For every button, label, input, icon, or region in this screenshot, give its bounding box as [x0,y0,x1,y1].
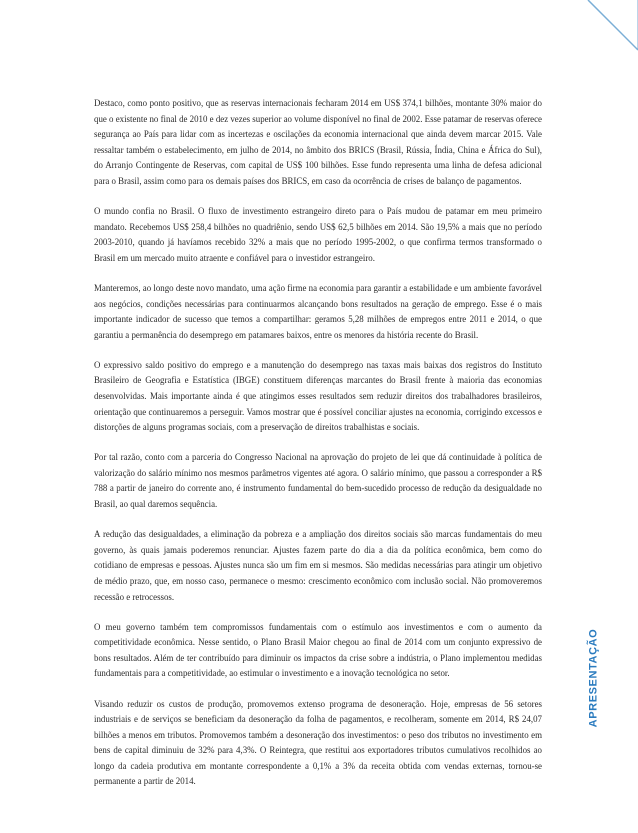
section-label: APRESENTAÇÃO [587,628,600,728]
paragraph-inequality: A redução das desigualdades, a eliminação da pobreza e a ampliação dos direitos sociais são marcas fundamentais do meu governo, às quais jamais poderemos renunciar. Ajustes fazem parte do dia a dia da política econômica, bem como do cotidiano de empresas e pessoas. Ajustes nunca são um fim em si mesmos. São medidas necessárias para atingir um objetivo de médio prazo, que, em nosso caso, permanece o mesmo: crescimento econômico com inclusão social. Não promoveremos recessão e retrocessos. [94,529,542,602]
paragraph-employment: Manteremos, ao longo deste novo mandato, uma ação firme na economia para garantir a estabilidade e um ambiente favorável aos negócios, condições necessárias para continuarmos alcançando bons resultados na geração de emprego. Esse é o mais importante indicador de sucesso que temos a compartilhar: geramos 5,28 milhões de empregos entre 2011 e 2014, o que garantiu a permanência do desemprego em patamares baixos, entre os menores da história recente do Brasil. [94,282,543,340]
corner-decoration [558,0,638,80]
paragraph-reserves: Destaco, como ponto positivo, que as reservas internacionais fecharam 2014 em US$ 374,1 bilhões, montante 30% maior do que o existente no final de 2010 e dez vezes superior ao volume disponível no final de 2002. Esse patamar de reservas oferece segurança ao País para lidar com as incertezas e oscilações da economia internacional que ainda devem marcar 2015. Vale ressaltar também o estabelecimento, em julho de 2014, no âmbito dos BRICS (Brasil, Rússia, Índia, China e África do Sul), do Arranjo Contingente de Reservas, com capital de US$ 100 bilhões. Esse fundo representa uma linha de defesa adicional para o Brasil, assim como para os demais países dos BRICS, em caso da ocorrência de crises de balanço de pagamentos. [94,98,542,186]
paragraph-competitiveness: O meu governo também tem compromissos fundamentais com o estímulo aos investimentos e com o aumento da competitividade econômica. Nesse sentido, o Plano Brasil Maior chegou ao final de 2014 com um conjunto expressivo de bons resultados. Além de ter contribuído para diminuir os impactos da crise sobre a indústria, o Plano implementou medidas fundamentais para a competitividade, ao estimular o investimento e a inovação tecnológica no setor. [94,621,542,679]
paragraph-unemployment: O expressivo saldo positivo do emprego e a manutenção do desemprego nas taxas mais baixas dos registros do Instituto Brasileiro de Geografia e Estatística (IBGE) constituem diferenças marcantes do Brasil frente à maioria das economias desenvolvidas. Mais importante ainda é que atingimos esses resultados sem reduzir direitos dos trabalhadores brasileiros, orientação que continuaremos a perseguir. Vamos mostrar que é possível conciliar ajustes na economia, corrigindo excessos e distorções de alguns programas sociais, com a preservação de direitos trabalhistas e sociais. [94,359,542,433]
paragraph-tax-relief: Visando reduzir os custos de produção, promovemos extenso programa de desoneração. Hoje, empresas de 56 setores industriais e de serviços se beneficiam da desoneração da folha de pagamentos, e recolheram, somente em 2014, R$ 24,07 bilhões a menos em tributos. Promovemos também a desoneração dos investimentos: o peso dos tributos no investimento em bens de capital diminuiu de 32% para 4,3%. O Reintegra, que restitui aos exportadores tributos cumulativos recolhidos ao longo da cadeia produtiva em montante correspondente a 0,1% a 3% da receita obtida com vendas externas, tornou-se permanente a partir de 2014. [94,698,542,787]
main-text [94,96,542,805]
section-tab [583,628,603,728]
paragraph-foreign-investment: O mundo confia no Brasil. O fluxo de investimento estrangeiro direto para o País mudou de patamar em meu primeiro mandato. Recebemos US$ 258,4 bilhões no quadriênio, sendo US$ 62,5 bilhões em 2014. São 19,5% a mais que no período 2003-2010, quando já havíamos recebido 32% a mais que no período 1995-2002, o que confirma termos transformado o Brasil em um mercado muito atraente e confiável para o investidor estrangeiro. [94,206,542,263]
paragraph-minimum-wage: Por tal razão, conto com a parceria do Congresso Nacional na aprovação do projeto de lei que dá continuidade à política de valorização do salário mínimo nos mesmos parâmetros vigentes até agora. O salário mínimo, que passou a corresponder a R$ 788 a partir de janeiro do corrente ano, é instrumento fundamental do bem-sucedido processo de redução da desigualdade no Brasil, ao qual daremos sequência. [94,452,542,510]
